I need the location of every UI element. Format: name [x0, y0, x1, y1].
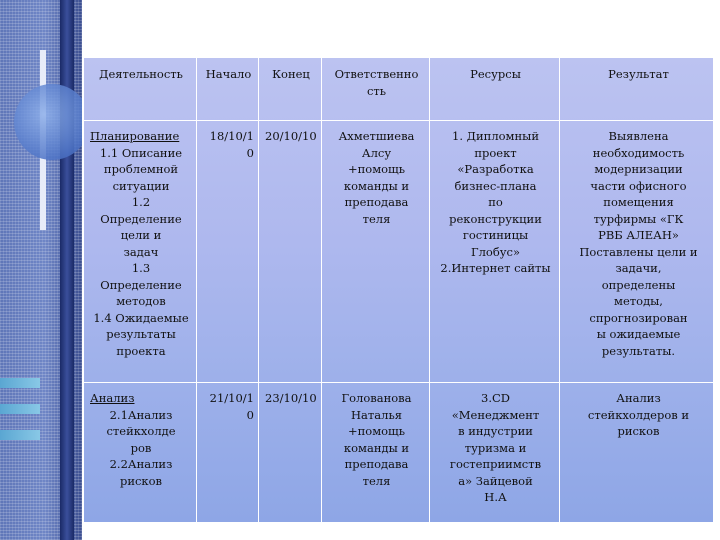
- result-cell: Анализ стейкхолдеров и рисков: [560, 383, 716, 523]
- resources-cell: 3.CD «Менеджмент в индустрии туризма и гостеприимств а» Зайцевой Н.А: [430, 383, 560, 523]
- decorative-stripe: [0, 404, 40, 414]
- header-end: Конец: [259, 58, 322, 121]
- table-header-row: [84, 58, 716, 121]
- project-plan-table-panel: [82, 56, 714, 524]
- activity-cell: [84, 383, 197, 523]
- result-cell: Выявлена необходимость модернизации части офисного помещения турфирмы «ГК РВБ АЛЕАН» Поставлены цели и задачи, определены методы, спрогнозирован ы ожидаемые результаты.: [560, 121, 716, 383]
- activity-steps: 1.1 Описание проблемной ситуации 1.2 Определение цели и задач 1.3 Определение методов 1.4 Ожидаемые результаты проекта: [93, 145, 189, 358]
- activity-title: Анализ: [90, 391, 135, 405]
- decorative-circle: [14, 84, 90, 160]
- start-date-cell: 21/10/1 0: [197, 383, 259, 523]
- header-responsible: Ответственно сть: [322, 58, 430, 121]
- activity-cell: [84, 121, 197, 383]
- decorative-stripe: [0, 378, 40, 388]
- start-date-cell: 18/10/1 0: [197, 121, 259, 383]
- responsible-cell: Ахметшиева Алсу +помощь команды и преподава теля: [322, 121, 430, 383]
- activity-title: Планирование: [90, 129, 180, 143]
- decorative-side-strip: [0, 0, 82, 540]
- table-row: [84, 121, 716, 383]
- responsible-cell: Голованова Наталья +помощь команды и преподава теля: [322, 383, 430, 523]
- end-date-cell: 20/10/10: [259, 121, 322, 383]
- header-activity: Деятельность: [84, 58, 197, 121]
- activity-steps: 2.1Анализ стейкхолде ров 2.2Анализ рисков: [106, 407, 176, 488]
- decorative-stripe: [0, 430, 40, 440]
- end-date-cell: 23/10/10: [259, 383, 322, 523]
- header-start: Начало: [197, 58, 259, 121]
- decorative-bar: [60, 0, 74, 540]
- header-resources: Ресурсы: [430, 58, 560, 121]
- table-row: [84, 383, 716, 523]
- project-plan-table: [83, 57, 716, 523]
- header-result: Результат: [560, 58, 716, 121]
- resources-cell: 1. Дипломный проект «Разработка бизнес-плана по реконструкции гостиницы Глобус» 2.Интернет сайты: [430, 121, 560, 383]
